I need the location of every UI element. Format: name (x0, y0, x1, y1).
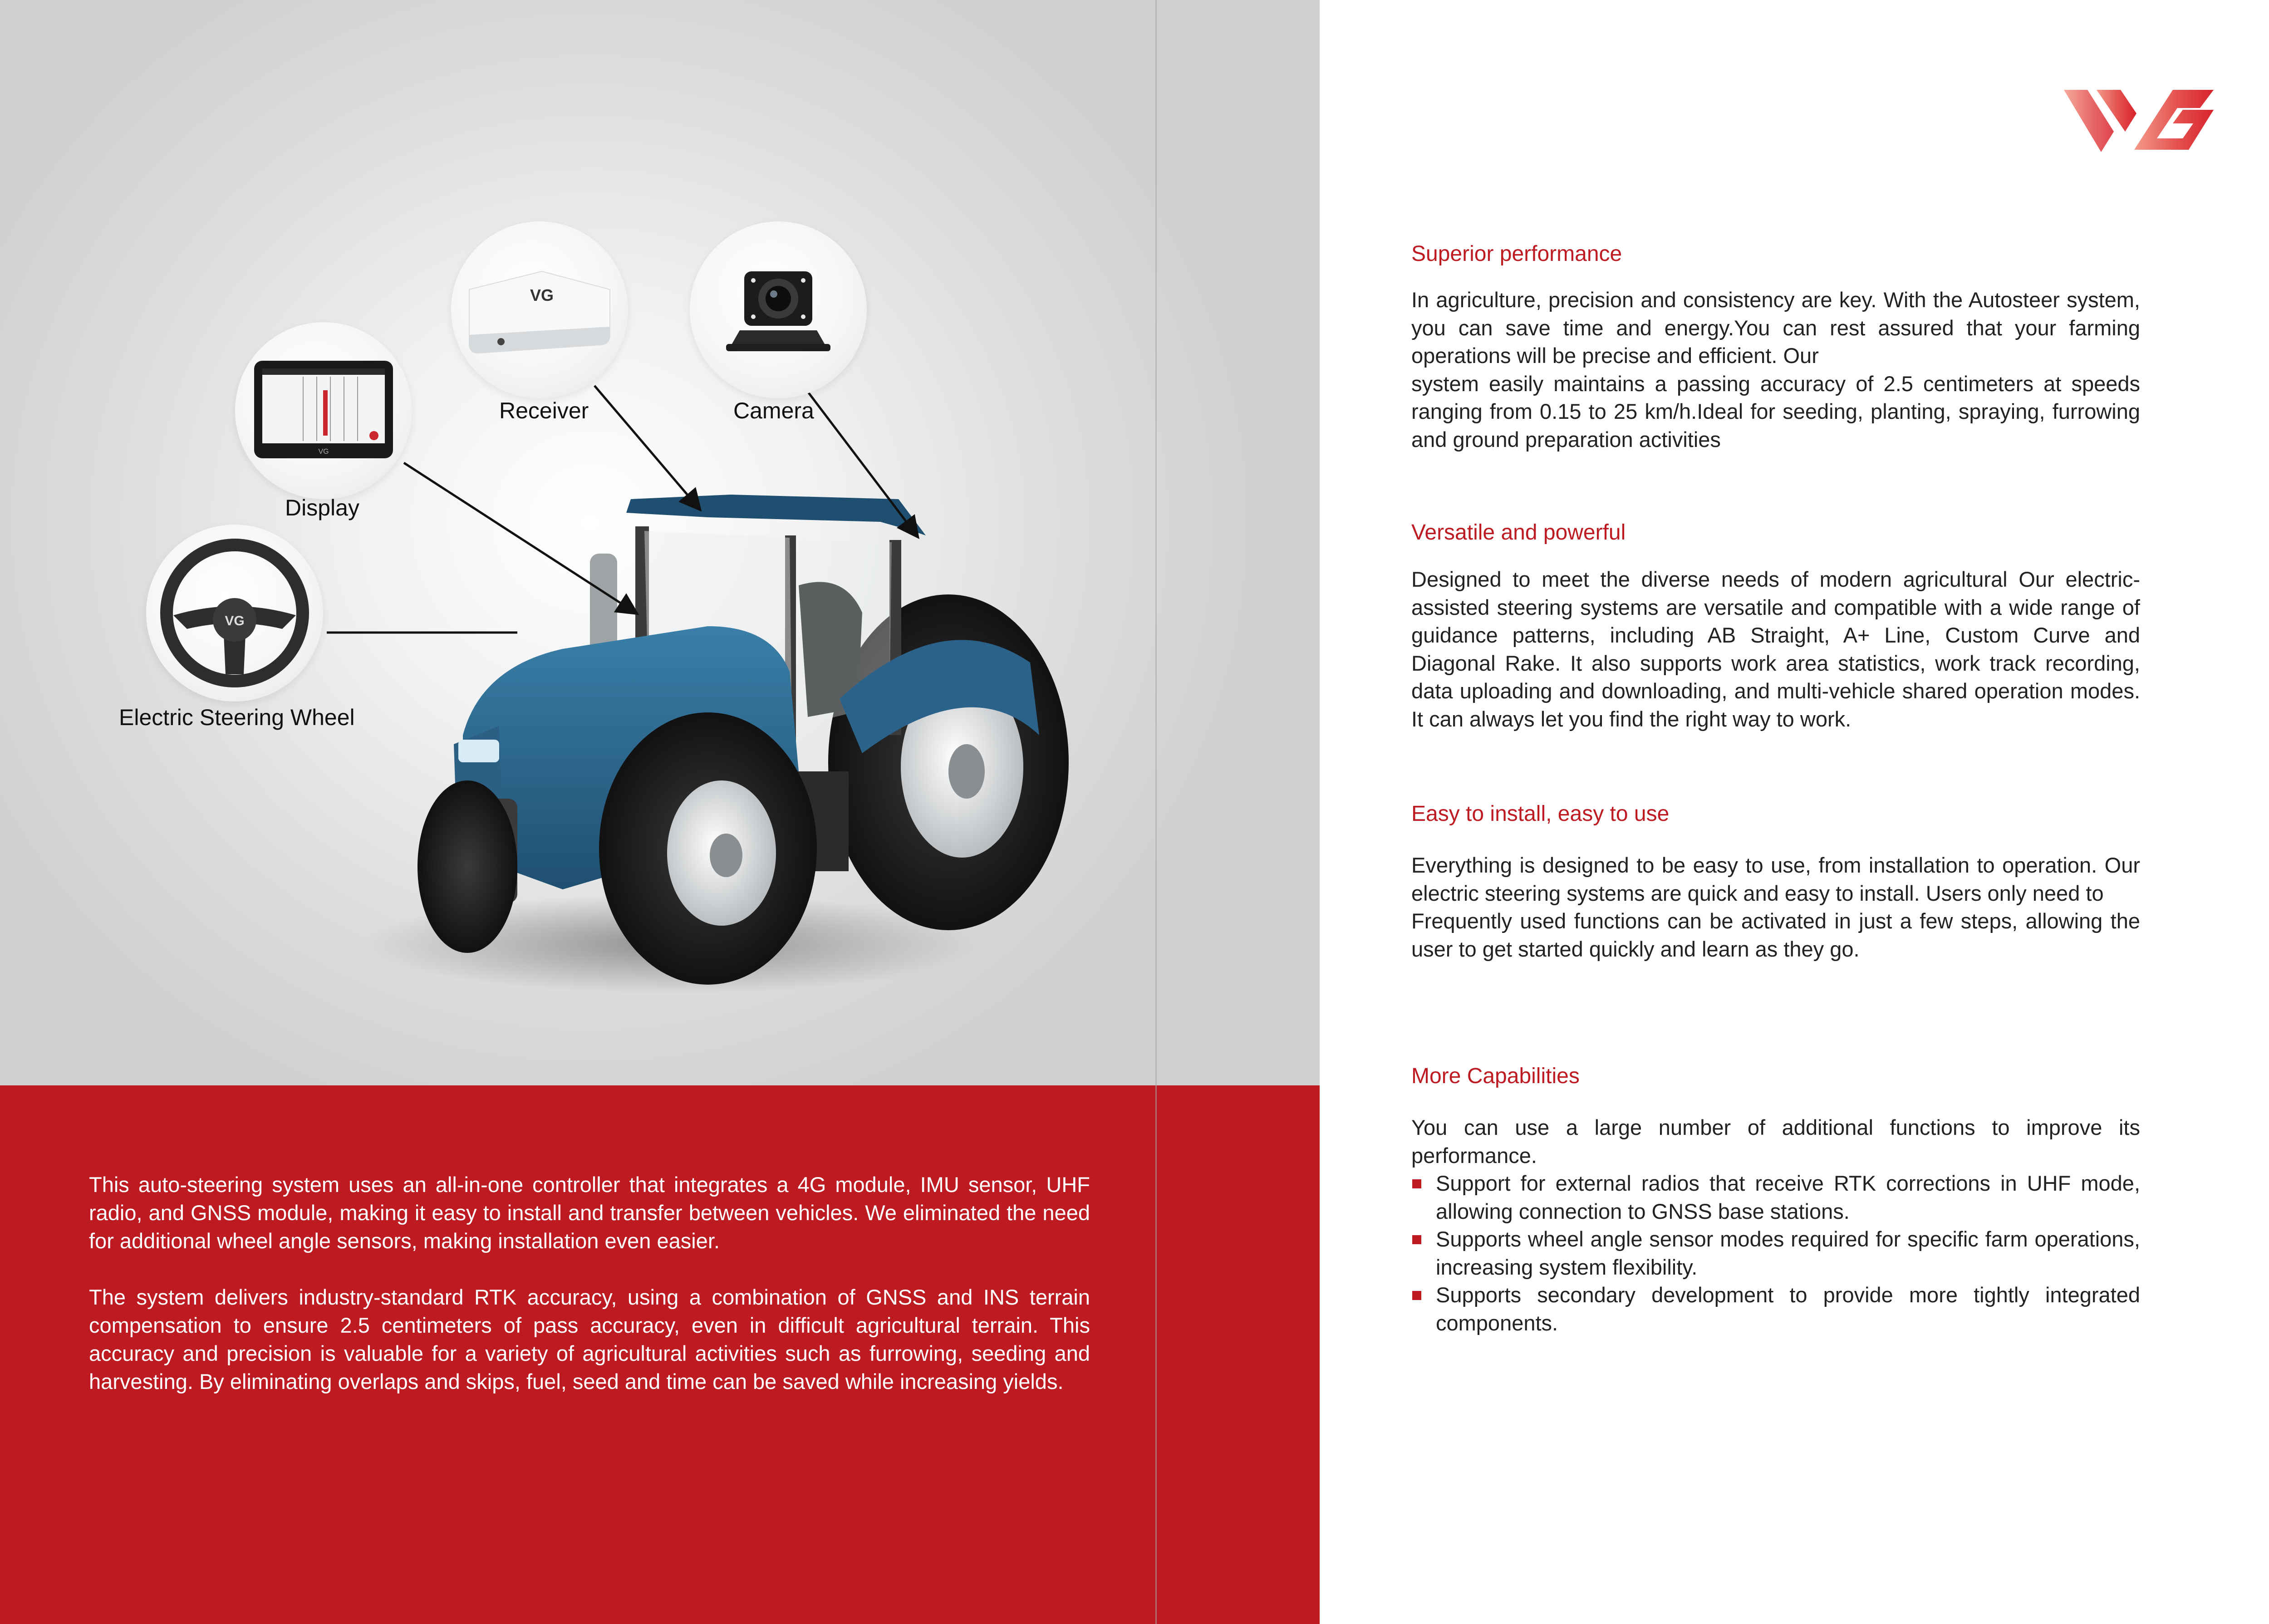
display-circle (235, 322, 412, 499)
product-diagram (0, 0, 1320, 1085)
receiver-label: Receiver (499, 398, 589, 423)
section-title-install: Easy to install, easy to use (1411, 802, 1670, 826)
list-item: Supports wheel angle sensor modes required for specific farm operations, increasing system flexibility. (1411, 1225, 2140, 1281)
camera-circle (690, 221, 867, 398)
camera-label: Camera (733, 398, 814, 423)
section-body-install (1411, 851, 2140, 963)
receiver-circle (451, 221, 628, 398)
intro-paragraph-2: The system delivers industry-standard RTK accuracy, using a combination of GNSS and INS terrain compensation to ensure 2.5 centimeters of pass accuracy, even in difficult agricultural terrain. This accuracy and precision is valuable for a variety of agricultural activities such as furrowing, seeding and harvesting. By eliminating overlaps and skips, fuel, seed and time can be saved while increasing yields. (89, 1285, 1090, 1393)
section-title-performance: Superior performance (1411, 242, 1622, 266)
intro-paragraph-1: This auto-steering system uses an all-in-one controller that integrates a 4G module, IMU sensor, UHF radio, and GNSS module, making it easy to install and transfer between vehicles. We eliminated the need for additional wheel angle sensors, making installation even easier. (89, 1173, 1090, 1253)
vg-logo (2064, 82, 2218, 163)
performance-text-2: system easily maintains a passing accuracy of 2.5 centimeters at speeds ranging from 0.15 to 25 km/h.Ideal for seeding, planting, spraying, furrowing and ground preparation activities (1411, 371, 2140, 451)
list-item: Supports secondary development to provide more tightly integrated components. (1411, 1281, 2140, 1337)
svg-text:VG: VG (530, 286, 554, 304)
list-item: Support for external radios that receive RTK corrections in UHF mode, allowing connection to GNSS base stations. (1411, 1169, 2140, 1225)
install-text-2: Frequently used functions can be activated in just a few steps, allowing the user to get started quickly and learn as they go. (1411, 909, 2140, 961)
steering-wheel-icon (146, 525, 323, 702)
display-tablet-icon (235, 322, 412, 499)
capabilities-list (1411, 1169, 2140, 1337)
steering-circle (146, 525, 323, 702)
install-text-1: Everything is designed to be easy to use, from installation to operation. Our electric steering systems are quick and easy to install. Users only need to (1411, 853, 2140, 905)
receiver-icon (451, 221, 628, 398)
svg-text:VG: VG (225, 613, 245, 628)
capabilities-intro: You can use a large number of additional functions to improve its performance. (1411, 1115, 2140, 1168)
intro-panel (0, 1085, 1320, 1624)
fold-line (1155, 0, 1157, 1624)
section-body-versatile: Designed to meet the diverse needs of modern agricultural Our electric-assisted steering systems are versatile and compatible with a wide range of guidance patterns, including AB Straight, A+ Line, Custom Curve and Diagonal Rake. It also supports work area statistics, work track recording, data uploading and downloading, and multi-vehicle shared operation modes. It can always let you find the right way to work. (1411, 567, 2140, 731)
front-wheel-left (417, 780, 517, 953)
section-body-performance (1411, 286, 2140, 453)
section-title-capabilities: More Capabilities (1411, 1064, 1580, 1088)
display-label: Display (285, 495, 359, 520)
performance-text-1: In agriculture, precision and consistency are key. With the Autosteer system, you can save time and energy.You can rest assured that your farming operations will be precise and efficient. Our (1411, 288, 2140, 368)
steering-label: Electric Steering Wheel (119, 705, 355, 730)
front-wheel-right (599, 712, 817, 985)
section-title-versatile: Versatile and powerful (1411, 520, 1626, 545)
section-body-capabilities (1411, 1114, 2140, 1337)
svg-text:VG: VG (318, 448, 329, 456)
camera-icon (690, 221, 867, 398)
